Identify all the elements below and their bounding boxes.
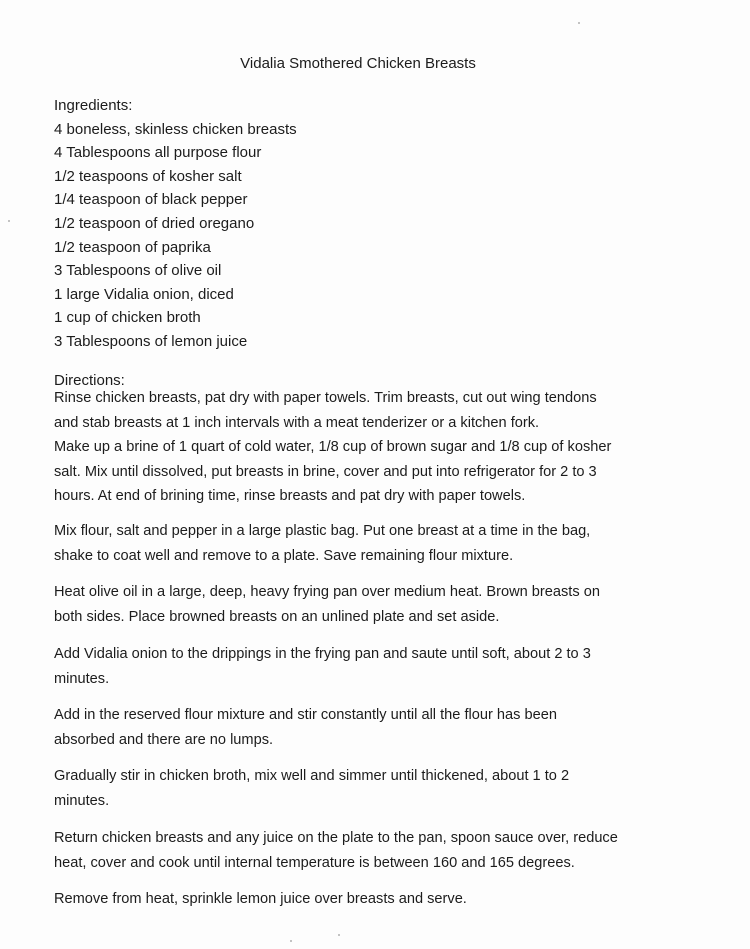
- direction-line: Add Vidalia onion to the drippings in the frying pan and saute until soft, about 2 to 3: [54, 646, 591, 662]
- direction-line: Return chicken breasts and any juice on the plate to the pan, spoon sauce over, reduce: [54, 830, 618, 846]
- direction-line: shake to coat well and remove to a plate. Save remaining flour mixture.: [54, 547, 514, 564]
- direction-line: Mix flour, salt and pepper in a large plastic bag. Put one breast at a time in the bag,: [54, 523, 591, 539]
- direction-paragraph-serve: [54, 887, 694, 912]
- directions-heading: Directions:: [54, 372, 125, 389]
- ingredient-item: 1 large Vidalia onion, diced: [54, 285, 234, 303]
- direction-paragraph-return: [54, 826, 694, 875]
- recipe-title: Vidalia Smothered Chicken Breasts: [240, 55, 476, 72]
- scan-speck: [578, 22, 580, 24]
- ingredient-item: 1/2 teaspoon of dried oregano: [54, 214, 255, 232]
- direction-line: Add in the reserved flour mixture and stir constantly until all the flour has been: [54, 707, 557, 723]
- direction-line: minutes.: [54, 792, 110, 809]
- direction-paragraph-rinse: [54, 386, 694, 509]
- direction-line: Heat olive oil in a large, deep, heavy frying pan over medium heat. Brown breasts on: [54, 584, 600, 600]
- ingredient-item: 1/4 teaspoon of black pepper: [54, 191, 248, 209]
- direction-line: heat, cover and cook until internal temperature is between 160 and 165 degrees.: [54, 854, 575, 871]
- direction-line: salt. Mix until dissolved, put breasts in brine, cover and put into refrigerator for 2 to 3: [54, 463, 597, 480]
- scan-speck: [290, 940, 292, 942]
- direction-paragraph-brown: [54, 580, 694, 629]
- direction-line: and stab breasts at 1 inch intervals with a meat tenderizer or a kitchen fork.: [54, 414, 540, 431]
- direction-paragraph-onion: [54, 642, 694, 691]
- direction-line: Gradually stir in chicken broth, mix well and simmer until thickened, about 1 to 2: [54, 768, 570, 784]
- direction-line: absorbed and there are no lumps.: [54, 731, 274, 748]
- ingredient-item: 1 cup of chicken broth: [54, 309, 201, 327]
- direction-line: Make up a brine of 1 quart of cold water, 1/8 cup of brown sugar and 1/8 cup of kosher: [54, 439, 612, 455]
- ingredient-item: 3 Tablespoons of lemon juice: [54, 332, 248, 350]
- ingredients-heading: Ingredients:: [54, 97, 133, 114]
- direction-line: Remove from heat, sprinkle lemon juice over breasts and serve.: [54, 891, 467, 907]
- direction-line: Rinse chicken breasts, pat dry with paper towels. Trim breasts, cut out wing tendons: [54, 390, 597, 406]
- ingredient-item: 1/2 teaspoon of paprika: [54, 238, 211, 256]
- ingredient-item: 3 Tablespoons of olive oil: [54, 262, 222, 280]
- direction-paragraph-reserved-flour: [54, 703, 694, 752]
- direction-line: minutes.: [54, 670, 110, 687]
- scan-speck: [8, 220, 10, 222]
- ingredient-item: 1/2 teaspoons of kosher salt: [54, 167, 242, 185]
- scan-speck: [338, 934, 340, 936]
- ingredient-item: 4 Tablespoons all purpose flour: [54, 144, 262, 162]
- direction-paragraph-broth: [54, 764, 694, 813]
- direction-paragraph-flour: [54, 519, 694, 568]
- ingredients-section: [54, 94, 714, 354]
- direction-line: both sides. Place browned breasts on an unlined plate and set aside.: [54, 608, 500, 625]
- direction-line: hours. At end of brining time, rinse breasts and pat dry with paper towels.: [54, 488, 526, 504]
- ingredient-item: 4 boneless, skinless chicken breasts: [54, 120, 297, 138]
